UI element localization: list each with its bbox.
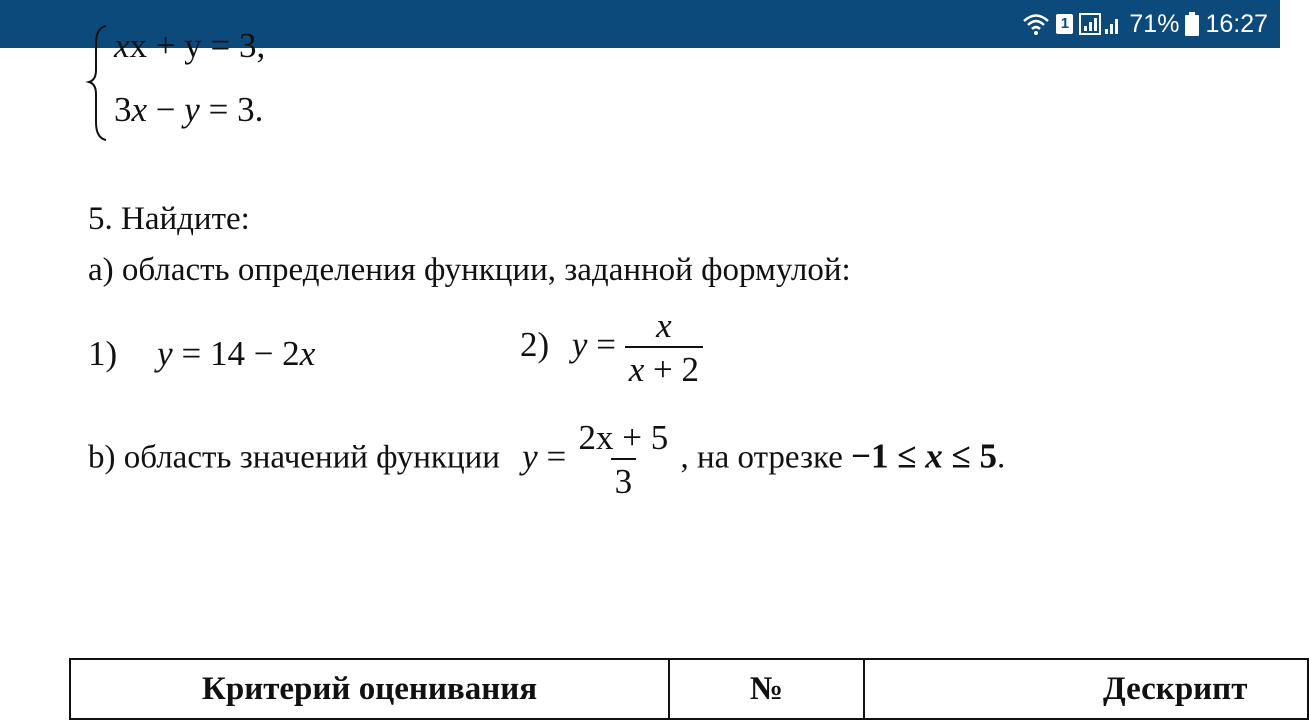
range-fraction-numerator: 2x + 5 <box>578 418 669 457</box>
part-b: b) область значений функции y = $\frac{2x + 5}{3}$ , на отрезке −1 ≤ x ≤ 5. <box>88 418 1006 501</box>
fraction-denominator: x + 2 <box>625 346 703 390</box>
system-equation-2: 3x − y = 3. <box>114 90 264 129</box>
range-fraction-denominator: 3 <box>611 458 637 502</box>
criteria-header-row <box>70 659 1308 719</box>
status-icons <box>1022 0 1268 48</box>
formula-2: 2) y = $\frac{x}{x + 2}$ <box>520 306 703 390</box>
header-descriptor: Дескрипт <box>864 659 1308 719</box>
battery-percent: 71% <box>1129 9 1180 38</box>
header-number: № <box>669 659 864 719</box>
range-fraction <box>574 418 672 502</box>
fraction-numerator: x <box>656 306 672 345</box>
formula-1: 1) y = 14 − 2x <box>88 334 316 373</box>
system-brace <box>86 24 110 142</box>
part-a-text: a) область определения функции, заданной формулой: <box>88 252 851 288</box>
clock: 16:27 <box>1205 9 1268 38</box>
criteria-table <box>69 658 1309 720</box>
document-page <box>0 26 1280 720</box>
task-heading: 5. Найдите: <box>88 201 250 237</box>
battery-icon <box>1185 12 1199 36</box>
wifi-icon <box>1022 12 1050 36</box>
sim-card-icon: 1 <box>1056 14 1073 34</box>
fraction <box>625 306 703 390</box>
interval: −1 ≤ x ≤ 5 <box>851 436 997 476</box>
header-criterion: Критерий оценивания <box>70 659 669 719</box>
signal-icon <box>1079 12 1123 36</box>
system-equation-1: xx + y = 3, <box>114 26 266 65</box>
